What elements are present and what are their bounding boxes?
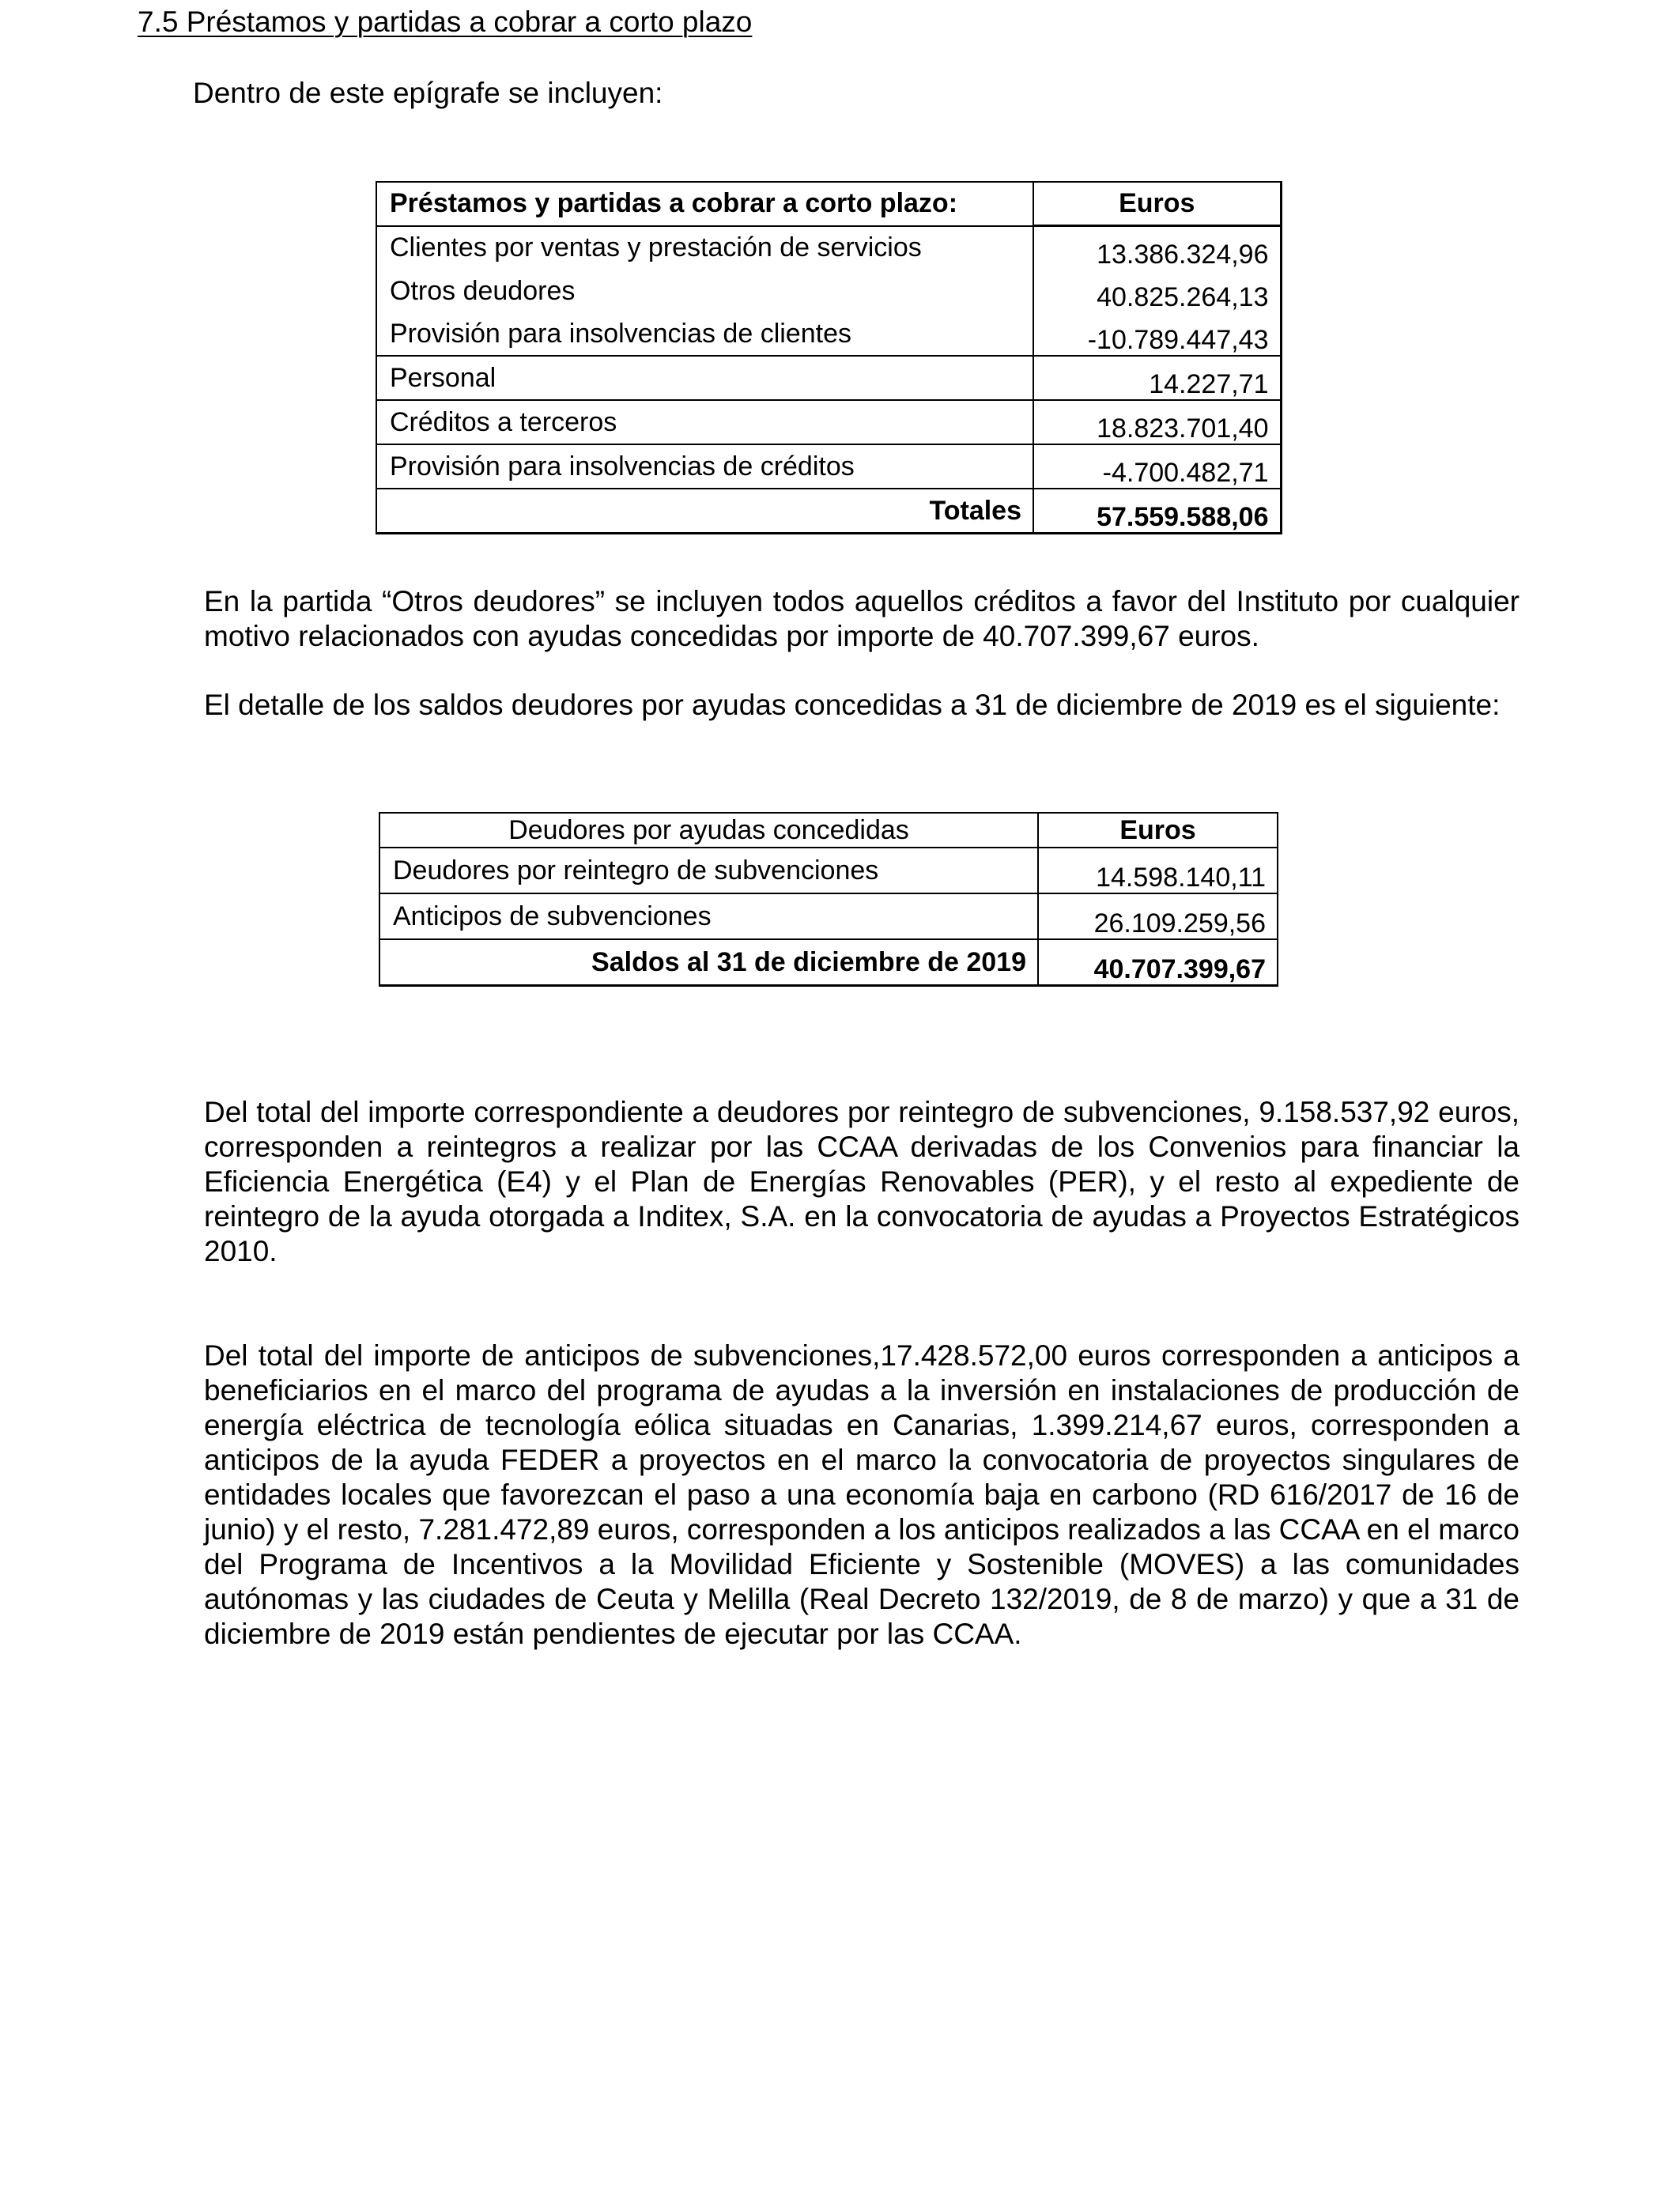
row-label: Otros deudores <box>376 270 1033 312</box>
row-value: 13.386.324,96 <box>1033 226 1281 270</box>
row-value: -4.700.482,71 <box>1033 444 1281 489</box>
table-total-row <box>379 939 1278 986</box>
table-row <box>379 848 1278 893</box>
prestamos-table <box>376 181 1282 534</box>
paragraph-anticipos: Del total del importe de anticipos de subvenciones,17.428.572,00 euros corresponden a anticipos a beneficiarios en el marco del programa de ayudas a la inversión en instalaciones de producción de energía eléctrica de tecnología eólica situadas en Canarias, 1.399.214,67 euros, corresponden a anticipos de la ayuda FEDER a proyectos en el marco la convocatoria de proyectos singulares de entidades locales que favorezcan el paso a una economía baja en carbono (RD 616/2017 de 16 de junio) y el resto, 7.281.472,89 euros, corresponden a los anticipos realizados a las CCAA en el marco del Programa de Incentivos a la Movilidad Eficiente y Sostenible (MOVES) a las comunidades autónomas y las ciudades de Ceuta y Melilla (Real Decreto 132/2019, de 8 de marzo) y que a 31 de diciembre de 2019 están pendientes de ejecutar por las CCAA. <box>204 1339 1520 1650</box>
total-label: Saldos al 31 de diciembre de 2019 <box>379 939 1038 986</box>
row-label: Deudores por reintegro de subvenciones <box>379 848 1038 893</box>
row-value: -10.789.447,43 <box>1033 312 1281 356</box>
paragraph-otros-deudores: En la partida “Otros deudores” se incluyen todos aquellos créditos a favor del Instituto por cualquier motivo relacionados con ayudas concedidas por importe de 40.707.399,67 euros. <box>204 585 1520 652</box>
deudores-table <box>379 812 1278 987</box>
row-value: 18.823.701,40 <box>1033 400 1281 444</box>
total-value: 40.707.399,67 <box>1038 939 1278 986</box>
table-header-row <box>379 813 1278 848</box>
table-row <box>376 444 1281 489</box>
intro-text: Dentro de este epígrafe se incluyen: <box>193 77 663 109</box>
row-label: Anticipos de subvenciones <box>379 893 1038 939</box>
row-value: 14.598.140,11 <box>1038 848 1278 893</box>
table-row <box>376 400 1281 444</box>
row-label: Clientes por ventas y prestación de servicios <box>376 226 1033 270</box>
total-label: Totales <box>376 489 1033 534</box>
table-header-row <box>376 182 1281 226</box>
table-row <box>376 270 1281 312</box>
paragraph-reintegro: Del total del importe correspondiente a deudores por reintegro de subvenciones, 9.158.537,92 euros, corresponden a reintegros a realizar por las CCAA derivadas de los Convenios para financiar la Eficiencia Energética (E4) y el Plan de Energías Renovables (PER), y el resto al expediente de reintegro de la ayuda otorgada a Inditex, S.A. en la convocatoria de ayudas a Proyectos Estratégicos 2010. <box>204 1096 1520 1267</box>
table-header-label: Préstamos y partidas a cobrar a corto plazo: <box>376 182 1033 226</box>
row-value: 40.825.264,13 <box>1033 270 1281 312</box>
table-row <box>376 226 1281 270</box>
table-row <box>376 356 1281 400</box>
row-label: Créditos a terceros <box>376 400 1033 444</box>
section-heading: 7.5 Préstamos y partidas a cobrar a corto plazo <box>138 6 753 38</box>
table-total-row <box>376 489 1281 534</box>
table-header-euros: Euros <box>1033 182 1281 226</box>
table-row <box>376 312 1281 356</box>
table-header-label: Deudores por ayudas concedidas <box>379 813 1038 848</box>
paragraph-detalle-saldos: El detalle de los saldos deudores por ayudas concedidas a 31 de diciembre de 2019 es el siguiente: <box>204 689 1501 721</box>
row-label: Personal <box>376 356 1033 400</box>
row-label: Provisión para insolvencias de clientes <box>376 312 1033 356</box>
table-row <box>379 893 1278 939</box>
row-label: Provisión para insolvencias de créditos <box>376 444 1033 489</box>
row-value: 26.109.259,56 <box>1038 893 1278 939</box>
row-value: 14.227,71 <box>1033 356 1281 400</box>
total-value: 57.559.588,06 <box>1033 489 1281 534</box>
table-header-euros: Euros <box>1038 813 1278 848</box>
